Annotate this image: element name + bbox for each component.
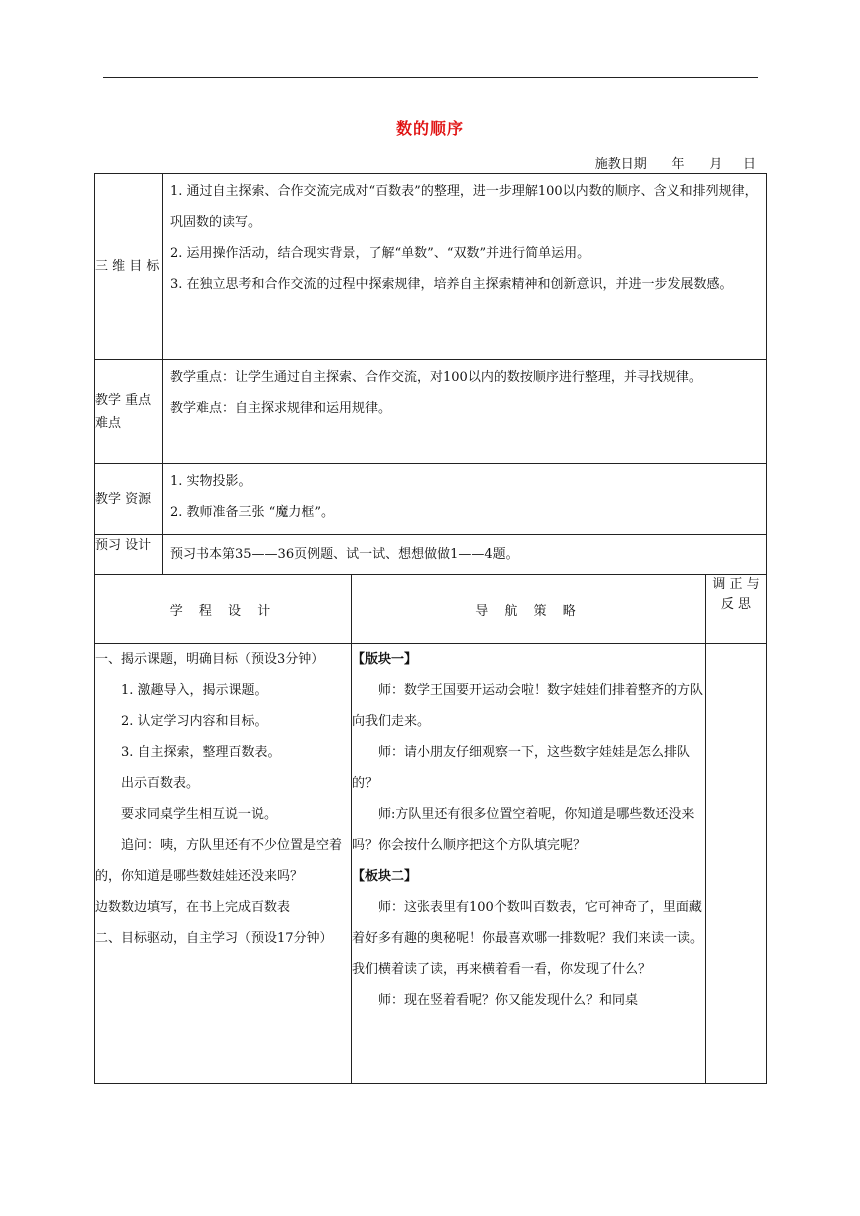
left-column-header: 学 程 设 计	[95, 575, 352, 644]
left-item: 二、目标驱动，自主学习（预设17分钟）	[95, 931, 333, 946]
resources-label: 教学 资源	[95, 464, 163, 535]
right-column-header: 调 正 与 反 思	[706, 575, 767, 644]
goal-item: 1. 通过自主探索、合作交流完成对“百数表”的整理，进一步理解100以内数的顺序、含义和排列规律，巩固数的读写。	[170, 184, 758, 230]
left-item: 出示百数表。	[121, 776, 200, 791]
left-item: 边数数边填写，在书上完成百数表	[95, 900, 291, 915]
lesson-plan-table	[94, 173, 767, 1084]
right-column-body	[706, 644, 767, 1084]
resource-item: 1. 实物投影。	[170, 474, 252, 489]
mid-column-body	[352, 644, 706, 1084]
focus-row	[95, 360, 767, 464]
left-item: 3. 自主探索，整理百数表。	[121, 745, 281, 760]
mid-item: 师：这张表里有100个数叫百数表，它可神奇了，里面藏着好多有趣的奥秘呢！你最喜欢哪一排数呢？我们来读一读。我们横着读了读，再来横着看一看，你发现了什么？	[352, 900, 704, 977]
left-item: 要求同桌学生相互说一说。	[121, 807, 278, 822]
mid-item: 师：数学王国要开运动会啦！数字娃娃们排着整齐的方队向我们走来。	[352, 683, 704, 729]
document-title: 数的顺序	[395, 119, 464, 138]
mid-item: 师:方队里还有很多位置空着呢，你知道是哪些数还没来吗？你会按什么顺序把这个方队填完呢？	[352, 807, 695, 853]
focus-label: 教学 重点 难点	[95, 360, 163, 464]
left-item: 追问：咦，方队里还有不少位置是空着的，你知道是哪些数娃娃还没来吗？	[95, 838, 343, 884]
teaching-date-line: 施教日期 年 月 日	[594, 157, 756, 172]
header-rule	[103, 77, 758, 78]
mid-column-header: 导 航 策 略	[352, 575, 706, 644]
goals-content	[163, 174, 767, 360]
left-item: 2. 认定学习内容和目标。	[121, 714, 268, 729]
goals-label: 三 维 目 标	[95, 174, 163, 360]
preview-row	[95, 535, 767, 575]
column-header-row	[95, 575, 767, 644]
left-column-body	[95, 644, 352, 1084]
preview-label: 预习 设计	[95, 535, 163, 575]
goal-item: 3. 在独立思考和合作交流的过程中探索规律，培养自主探索精神和创新意识，并进一步发展数感。	[170, 277, 733, 292]
goals-row	[95, 174, 767, 360]
body-row	[95, 644, 767, 1084]
left-item: 一、揭示课题，明确目标（预设3分钟）	[95, 652, 325, 667]
resources-row	[95, 464, 767, 535]
key-point: 教学重点：让学生通过自主探索、合作交流，对100以内的数按顺序进行整理，并寻找规律。	[170, 370, 702, 385]
mid-item: 师：请小朋友仔细观察一下，这些数字娃娃是怎么排队的？	[352, 745, 691, 791]
mid-item: 【版块一】	[352, 652, 418, 667]
preview-text: 预习书本第35——36页例题、试一试、想想做做1——4题。	[170, 547, 519, 562]
mid-item: 【板块二】	[352, 869, 418, 884]
resource-item: 2. 教师准备三张 “魔力框”。	[170, 505, 334, 520]
preview-content	[163, 535, 767, 575]
focus-content	[163, 360, 767, 464]
difficulty-point: 教学难点：自主探求规律和运用规律。	[170, 401, 392, 416]
left-item: 1. 激趣导入，揭示课题。	[121, 683, 268, 698]
goal-item: 2. 运用操作活动，结合现实背景，了解“单数”、“双数”并进行简单运用。	[170, 246, 591, 261]
mid-item: 师：现在竖着看呢？你又能发现什么？和同桌	[378, 993, 639, 1008]
resources-content	[163, 464, 767, 535]
